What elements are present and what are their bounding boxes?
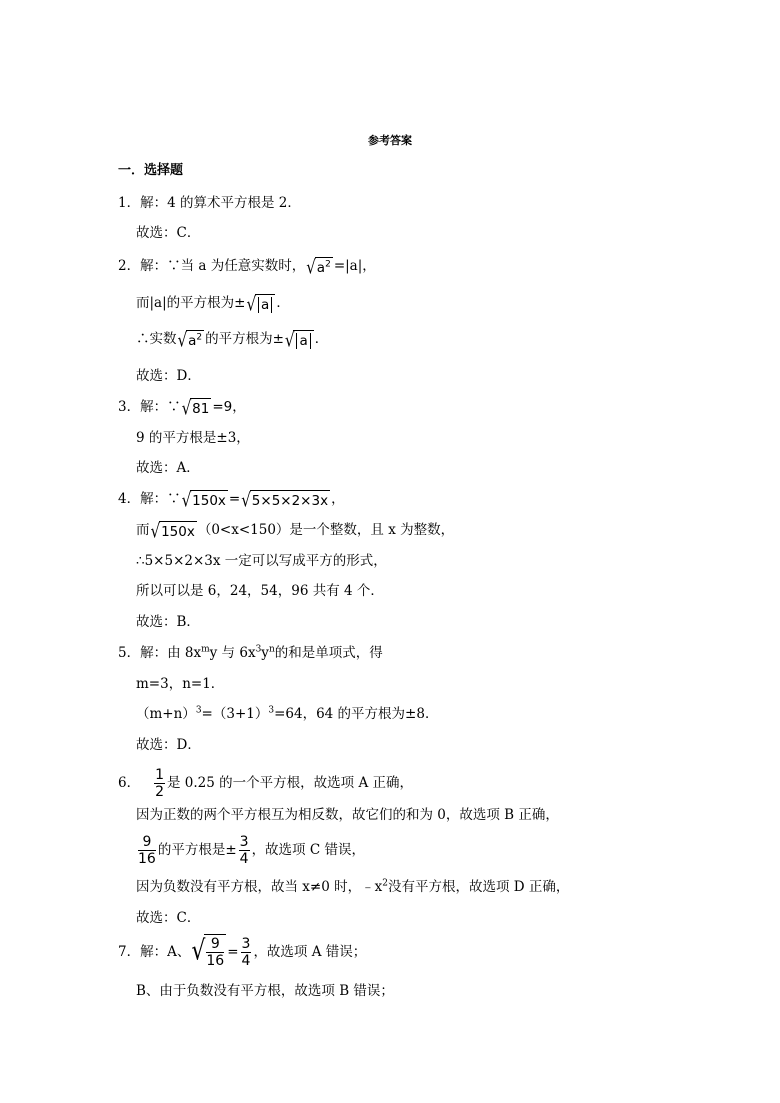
- question-4: [118, 489, 345, 510]
- section-heading: 一．选择题: [118, 163, 184, 178]
- plus-minus: ±: [272, 331, 284, 347]
- plus-minus: ±: [225, 842, 237, 858]
- sqrt-expression: √ a: [285, 330, 314, 350]
- answer-3: 故选：A．: [136, 460, 200, 476]
- solution-text: 解：∵: [140, 491, 181, 507]
- question-number: 4．: [118, 491, 141, 507]
- exponent: 3: [195, 705, 202, 716]
- question-7-line-2: B、由于负数没有平方根，故选项 B 错误；: [136, 983, 394, 999]
- question-3-line-2: 9 的平方根是±3，: [136, 430, 250, 446]
- sqrt-expression: √ $\frac{9}{16}$: [191, 935, 225, 969]
- sqrt-expression: √ $a^2$: [306, 255, 331, 278]
- sqrt-expression: √ 5×5×2×3x: [241, 488, 329, 511]
- question-number: 2．: [118, 258, 141, 274]
- fraction: $\frac{3}{4}$: [241, 935, 251, 969]
- solution-text: 解：∵当 a 为任意实数时，: [140, 258, 306, 274]
- fraction: $\frac{3}{4}$: [239, 833, 249, 867]
- solution-text: =（3+1）: [201, 706, 269, 722]
- solution-text: （m+n）: [136, 706, 196, 722]
- sqrt-expression: √ 150x: [181, 488, 226, 511]
- question-2-line-3: [136, 329, 328, 350]
- solution-text: 解：∵: [140, 399, 181, 415]
- answer-5: 故选：D．: [136, 737, 201, 753]
- sqrt-expression: √ 150x: [150, 519, 195, 542]
- question-2: [118, 256, 376, 277]
- question-2-line-2: [136, 293, 290, 314]
- fraction: $\frac{1}{2}$: [155, 766, 165, 800]
- solution-text: ，: [331, 491, 345, 507]
- solution-text: 的平方根是: [157, 842, 226, 858]
- question-7: [118, 932, 366, 972]
- question-5-line-3: [136, 704, 438, 724]
- answer-4: 故选：B．: [136, 614, 200, 630]
- question-number: 7．: [118, 944, 141, 960]
- solution-text: 的和是单项式，得: [274, 645, 383, 661]
- answer-2: 故选：D．: [136, 368, 201, 384]
- sqrt-expression: √ 81: [181, 396, 210, 419]
- equals-sign: =: [228, 491, 241, 507]
- question-3: [118, 397, 246, 418]
- solution-text: =64，64 的平方根为±8．: [274, 706, 439, 722]
- solution-text: ．: [314, 331, 329, 347]
- solution-text: 的平方根为: [205, 331, 273, 347]
- solution-text: 是 0.25 的一个平方根，故选项 A 正确，: [167, 775, 413, 791]
- exponent: 2: [382, 878, 388, 889]
- solution-text: 而: [136, 522, 150, 538]
- exponent: n: [268, 644, 275, 655]
- question-number: 5．: [118, 645, 141, 661]
- question-1: [118, 193, 301, 213]
- plus-minus: ±: [234, 295, 246, 311]
- solution-text: ，故选项 A 错误；: [253, 944, 367, 960]
- equals-sign: =: [227, 944, 239, 960]
- solution-text: 因为负数没有平方根，故当 x≠0 时，﹣x: [136, 879, 383, 895]
- question-6-line-3: [136, 833, 365, 867]
- exponent: 3: [268, 705, 275, 716]
- solution-text: 而|a|的平方根为: [136, 295, 235, 311]
- solution-text: y: [261, 645, 269, 661]
- solution-text: ∴实数: [136, 331, 177, 347]
- question-number: 3．: [118, 399, 141, 415]
- fraction: $\frac{9}{16}$: [138, 833, 156, 867]
- solution-text: ．: [276, 295, 290, 311]
- solution-text: y 与 6x: [209, 645, 256, 661]
- sqrt-expression: √ a: [246, 294, 275, 314]
- sqrt-expression: √ $a^2$: [177, 328, 203, 351]
- solution-text: =9，: [212, 399, 246, 415]
- answer-6: 故选：C．: [136, 910, 201, 926]
- question-4-line-4: 所以可以是 6，24，54，96 共有 4 个．: [136, 583, 384, 599]
- question-6-line-4: [136, 877, 569, 897]
- question-6-line-2: 因为正数的两个平方根互为相反数，故它们的和为 0，故选项 B 正确，: [136, 807, 559, 823]
- question-5-line-2: m=3，n=1．: [136, 676, 225, 692]
- solution-text: （0<x<150）是一个整数，且 x 为整数，: [197, 522, 455, 538]
- question-5: [118, 643, 383, 663]
- page-title: 参考答案: [368, 134, 412, 147]
- question-4-line-3: ∴5×5×2×3x 一定可以写成平方的形式，: [136, 553, 387, 569]
- solution-text: 解：由 8x: [140, 645, 202, 661]
- solution-text: 解：A、: [140, 944, 191, 960]
- question-number: 6．: [118, 775, 141, 791]
- exponent: m: [201, 644, 210, 655]
- solution-text: ，故选项 C 错误，: [251, 842, 365, 858]
- exponent: 3: [255, 644, 262, 655]
- question-number: 1．: [118, 195, 141, 211]
- solution-text: =|a|，: [333, 258, 376, 274]
- question-4-line-2: [136, 520, 454, 541]
- question-6: [118, 766, 413, 800]
- solution-text: 解：4 的算术平方根是 2．: [140, 195, 301, 211]
- solution-text: 没有平方根，故选项 D 正确，: [387, 879, 570, 895]
- answer-1: 故选：C．: [136, 225, 201, 241]
